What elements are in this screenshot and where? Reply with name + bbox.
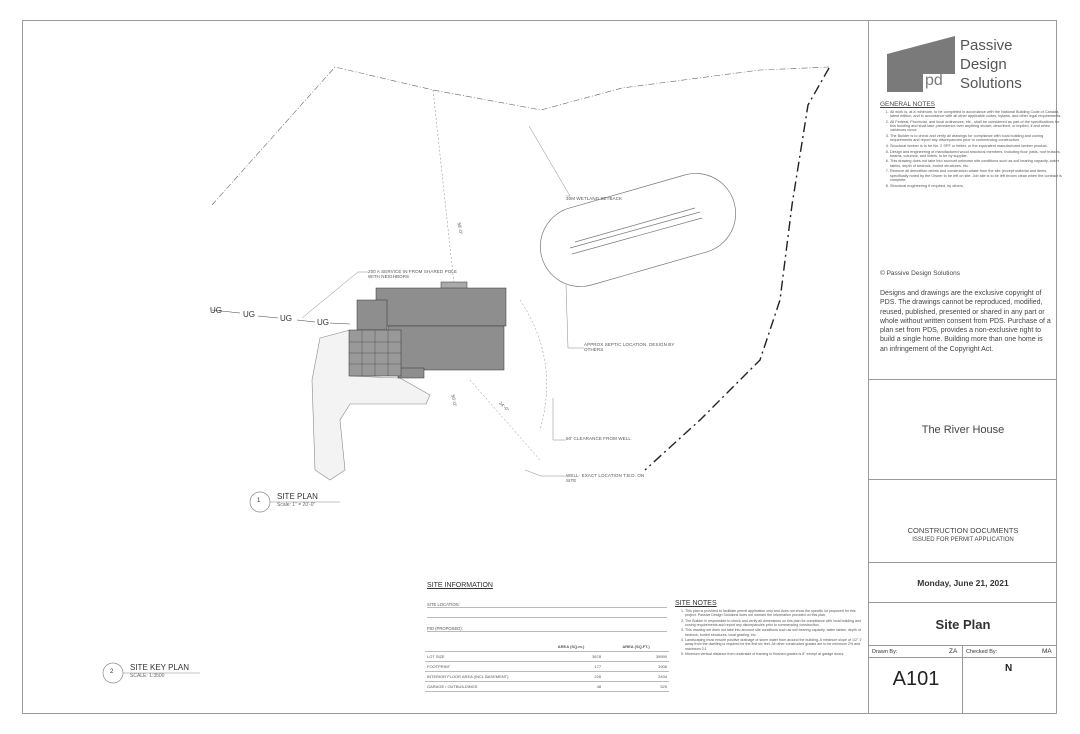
- table-row: LOT SIZE 3678 39590: [425, 652, 669, 662]
- list-item: 4. Landscaping must ensure positive drainage of storm water from around the building. A minimum slope of 1/2" 1' away from the dwelling is required for the first six feet. All other constructed grades are to be minimum 2% and maximum 3:1: [685, 638, 867, 651]
- key-plan-title: SITE KEY PLAN: [130, 663, 189, 672]
- title-block: [868, 20, 1062, 714]
- notes-cell: [869, 20, 1057, 380]
- property-line-west: [212, 67, 829, 205]
- list-item: 8. Structural engineering if required, by others.: [890, 184, 1062, 188]
- table-row: FOOTPRINT 177 1906: [425, 662, 669, 672]
- site-location-field: SITE LOCATION:: [427, 602, 667, 608]
- sheet-number: A101: [892, 668, 940, 690]
- table-row: GARAGE / OUTBUILDINGS 48 525: [425, 682, 669, 692]
- list-item: 2. All Federal, Provincial, and local ordinances, etc., shall be considered as part of the specifications for this building and shall take precedence over anything shown, described, or implied, if and when variances occur.: [890, 120, 1062, 133]
- well-label: WELL- EXACT LOCATION T.B.D. ON SITE: [566, 473, 645, 483]
- site-information-heading: SITE INFORMATION: [427, 582, 493, 589]
- sheet-title: Site Plan: [869, 603, 1057, 646]
- dimension-label: 34'-0": [498, 400, 511, 413]
- list-item: 5. Minimum vertical distance from underside of framing to finished grades is 8" except at garage doors.: [685, 652, 867, 656]
- status-line-1: CONSTRUCTION DOCUMENTS: [907, 526, 1019, 535]
- logo-initials: pd: [925, 72, 943, 89]
- list-item: 2. The Builder is responsible to check and verify all dimensions on this plan for compliance with local building and zoning requirements and report any discrepancies prior to commencing construction.: [685, 619, 867, 627]
- pid-field: PID (PROPOSED):: [427, 626, 667, 632]
- septic-leader: [566, 285, 568, 348]
- underground-label: UG: [280, 314, 292, 323]
- drawn-by-value: ZA: [949, 648, 958, 655]
- dimension-label: 58'-0": [456, 222, 464, 235]
- status-cell: [869, 480, 1057, 563]
- dimension-label: 50'-0": [450, 394, 458, 407]
- well-point-leader: [525, 470, 541, 476]
- project-name: The River House: [869, 380, 1057, 480]
- house-footprint: [349, 282, 506, 378]
- list-item: 1. All work is, at a minimum, to be completed in accordance with the National Building Code of Canada, latest edition, and in accordance with all other applicable codes, bylaws, and other legal requirements.: [890, 110, 1062, 119]
- underground-label: UG: [210, 306, 222, 315]
- service-leader: [302, 272, 358, 318]
- general-notes-heading: GENERAL NOTES: [880, 101, 936, 108]
- column-header: AREA (SQ.m.): [539, 642, 603, 652]
- property-line-east: [645, 68, 829, 470]
- checked-by-value: MA: [1042, 648, 1052, 655]
- site-area-table: [425, 642, 669, 692]
- wetland-leader: [529, 126, 570, 196]
- company-name: Passive Design Solutions: [960, 37, 1022, 92]
- septic-label: APPROX SEPTIC LOCATION. DESIGN BY OTHERS: [584, 342, 675, 352]
- site-notes-heading: SITE NOTES: [675, 600, 717, 607]
- clearance-label: 50' CLEARANCE FROM WELL: [566, 436, 631, 441]
- underground-label: UG: [243, 310, 255, 319]
- list-item: 3. The Builder is to check and verify all drawings for compliance with local building and zoning requirements and report any discrepancies prior to commencing construction.: [890, 134, 1062, 143]
- list-item: 4. Structural lumber is to be No. 2 SPF or better, or the equivalent manufactured lumber product.: [890, 144, 1062, 148]
- status-line-2: ISSUED FOR PERMIT APPLICATION: [912, 537, 1014, 543]
- wetland-setback-label: 30M WETLAND SETBACK: [566, 196, 623, 201]
- signoff-cell: [869, 646, 1057, 714]
- north-label: N: [1005, 663, 1013, 674]
- site-plan-title: SITE PLAN: [277, 492, 318, 501]
- site-location-line: [427, 616, 667, 618]
- list-item: 5. Design and engineering of manufactured wood structural members, including floor joists, roof trusses, beams, columns, and lintels, to be by supplier.: [890, 150, 1062, 159]
- list-item: 6. This drawing does not take into account unknown site conditions such as soil bearing capacity, water tables, depth of bedrock, buried structures, etc.: [890, 159, 1062, 168]
- key-plan-scale: SCALE: 1:3500: [130, 673, 165, 679]
- site-plan-number: 1: [257, 498, 261, 504]
- copyright-heading: © Passive Design Solutions: [880, 270, 960, 277]
- site-notes-list: [675, 609, 867, 658]
- list-item: 1. This plan is provided to facilitate permit application only and does not show the specific lot proposed for this project. Passive Design Solutions does not warrant the information provided on this plan.: [685, 609, 867, 617]
- table-row: INTERIOR FLOOR AREA (INCL BASEMENT) 226 2434: [425, 672, 669, 682]
- copyright-text: Designs and drawings are the exclusive copyright of PDS. The drawings cannot be reproduced, modified, reused, published, presented or shared in any part or whole without written consent from PDS. Purchase of a plan set from PDS, provides a non-exclusive right to build a single home. Building more than one home is an infringement of the Copyright Act.: [880, 290, 1051, 353]
- column-header: AREA (SQ.FT.): [603, 642, 669, 652]
- checked-by-label: Checked By:: [966, 649, 998, 655]
- list-item: 3. This drawing set does not take into account site conditions such as soil bearing capacity, water tables, depth of bedrock, buried structures, local grading, etc.: [685, 628, 867, 636]
- service-label: 200 A SERVICE IN FROM SHARED POLE WITH NEIGHBORS: [368, 269, 457, 279]
- drawn-by-label: Drawn By:: [872, 649, 898, 655]
- issue-date: Monday, June 21, 2021: [869, 563, 1057, 603]
- list-item: 7. Remove all demolition debris and construction waste from the site (except material and items specifically noted by the Owner to be left on site. Job site is to be left broom clean when the contract is complete.: [890, 169, 1062, 182]
- site-plan-scale: Scale: 1" = 20'-0": [277, 502, 316, 508]
- underground-label: UG: [317, 318, 329, 327]
- key-plan-number: 2: [110, 669, 114, 675]
